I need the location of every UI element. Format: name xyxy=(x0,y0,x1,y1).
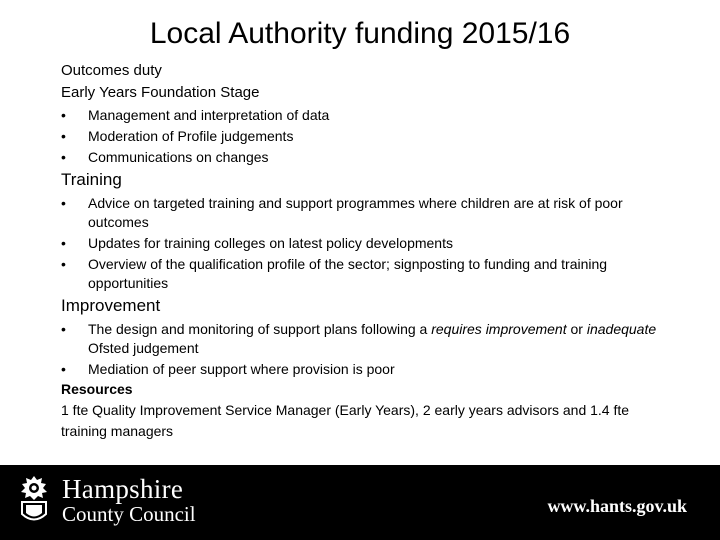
improvement-heading: Improvement xyxy=(61,296,161,315)
eyfs-bullet-list xyxy=(61,106,661,167)
page-title: Local Authority funding 2015/16 xyxy=(149,17,571,50)
brand-subtitle: County Council xyxy=(62,502,196,526)
list-item: • Overview of the qualification profile of the sector; signposting to funding and training opportunities xyxy=(61,256,608,291)
footer-bar xyxy=(0,465,720,540)
bullet-icon: • xyxy=(61,149,66,165)
bullet-icon: • xyxy=(61,195,66,211)
list-item: • Updates for training colleges on latest policy developments xyxy=(61,235,453,251)
bullet-icon: • xyxy=(61,107,66,123)
list-item: • Management and interpretation of data xyxy=(61,107,330,123)
resources-text: 1 fte Quality Improvement Service Manager (Early Years), 2 early years advisors and 1.4 fte training managers xyxy=(61,402,630,439)
bullet-icon: • xyxy=(61,235,66,251)
brand-name: Hampshire xyxy=(62,474,184,504)
eyfs-heading: Early Years Foundation Stage xyxy=(61,84,260,101)
outcomes-duty-heading: Outcomes duty xyxy=(61,62,162,79)
county-crest-icon xyxy=(16,474,52,531)
bullet-icon: • xyxy=(61,128,66,144)
training-heading: Training xyxy=(61,170,122,189)
hampshire-logo xyxy=(62,475,196,525)
bullet-icon: • xyxy=(61,361,66,377)
list-item: • Moderation of Profile judgements xyxy=(61,128,294,144)
resources-heading: Resources xyxy=(61,381,133,397)
bullet-icon: • xyxy=(61,321,66,337)
slide-content xyxy=(61,60,661,442)
bullet-icon: • xyxy=(61,256,66,272)
training-bullet-list xyxy=(61,194,661,293)
list-item: • The design and monitoring of support plans following a requires improvement or inadequate Ofsted judgement xyxy=(61,321,657,356)
list-item: • Advice on targeted training and support programmes where children are at risk of poor outcomes xyxy=(61,195,623,230)
website-link[interactable]: www.hants.gov.uk xyxy=(547,496,687,516)
list-item: • Communications on changes xyxy=(61,149,269,165)
list-item: • Mediation of peer support where provision is poor xyxy=(61,361,395,377)
improvement-bullet-list xyxy=(61,320,661,379)
